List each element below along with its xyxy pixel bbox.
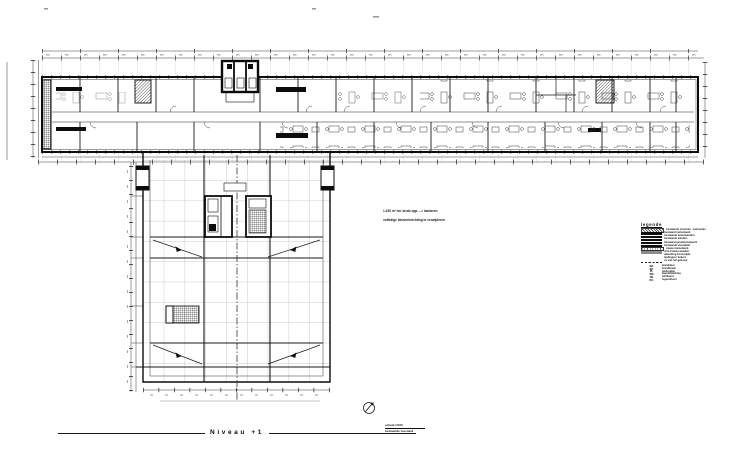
legend-items <box>641 229 715 263</box>
legend-item-label: leidingen / kokers <box>664 256 687 260</box>
core-link <box>224 183 246 191</box>
bracket-west-icon <box>136 166 149 190</box>
abbreviation-code: PB <box>649 276 654 280</box>
meeting-room-furniture <box>338 82 416 108</box>
abbreviation-label: regenafvoer <box>662 278 677 282</box>
legend-item <box>641 260 715 263</box>
legend <box>641 222 715 282</box>
legend-swatch-icon <box>641 259 662 260</box>
legend-item-label: af te breken wanden <box>664 250 690 254</box>
wing-lower-stair-icon <box>166 306 199 323</box>
annotation-line-2: volledige binneninrichting te verwijderen <box>383 218 445 223</box>
abbreviation-label: plintband <box>662 275 674 279</box>
legend-abbreviations <box>641 265 715 282</box>
legend-item-label: afwerking bovenzijde <box>664 253 691 257</box>
legend-swatch-icon <box>641 242 662 244</box>
legend-swatch-icon <box>641 251 662 253</box>
scale-block <box>385 424 425 433</box>
stairwell-west-icon <box>135 80 151 103</box>
legend-item-label: bestaande wanden <box>664 237 688 241</box>
north-arrow-icon <box>364 402 375 413</box>
open-office-furniture-north <box>420 80 692 108</box>
abbreviation-code: BK <box>649 267 654 271</box>
wing-elevator-shaft-icon <box>246 196 271 237</box>
west-rooms-furniture <box>56 92 126 108</box>
abbreviation-code: PL <box>649 270 654 274</box>
abbreviation-label: branddeur <box>662 263 675 267</box>
abbreviation-code: RG <box>649 279 654 283</box>
title-block <box>58 429 416 436</box>
bracket-east-icon <box>321 166 334 190</box>
status-label: bestaande toestand <box>385 428 414 433</box>
abbreviation-code: WD <box>649 273 654 277</box>
annotation-line-1: 1.230 m² tot. bruto opp. --> kantoren <box>383 209 438 213</box>
page-artifacts <box>44 8 379 18</box>
legend-swatch-icon <box>641 236 662 238</box>
wing-stair-core-icon <box>205 196 232 237</box>
legend-swatch-icon <box>641 232 662 234</box>
legend-title: legende <box>641 222 663 227</box>
legend-item-label: bestaande vloerplaat <box>664 243 690 247</box>
abbreviation-code: BD <box>649 264 654 268</box>
legend-swatch-icon <box>641 262 662 263</box>
legend-swatch-icon <box>641 239 662 241</box>
abbreviation-label: plafondlijn <box>662 269 676 273</box>
open-office-furniture-south <box>280 124 690 148</box>
abbreviation-label: brandkraan <box>662 266 677 270</box>
legend-item-label: bestaand gevelmetselwerk <box>664 240 698 244</box>
page-title: Niveau +1 <box>210 429 264 436</box>
legend-abbreviation <box>641 279 715 282</box>
legend-item-label: as van het gebouw <box>664 259 688 263</box>
title-rule-left <box>58 433 205 434</box>
legend-item-label: bestaand metselwerk <box>664 231 691 235</box>
scale-label: schaal 1/100 <box>385 423 403 427</box>
lower-wing <box>136 152 334 400</box>
abbreviation-label: wandafwerking <box>662 272 681 276</box>
area-annotation <box>383 210 445 223</box>
legend-item-label: bestaande structuur - behouden <box>666 228 706 232</box>
legend-swatch-icon <box>641 256 662 257</box>
legend-item-label: nieuw metselwerk <box>666 246 689 250</box>
end-wall-hatch <box>42 80 51 149</box>
legend-item-label: bestaande betonwanden <box>664 234 695 238</box>
